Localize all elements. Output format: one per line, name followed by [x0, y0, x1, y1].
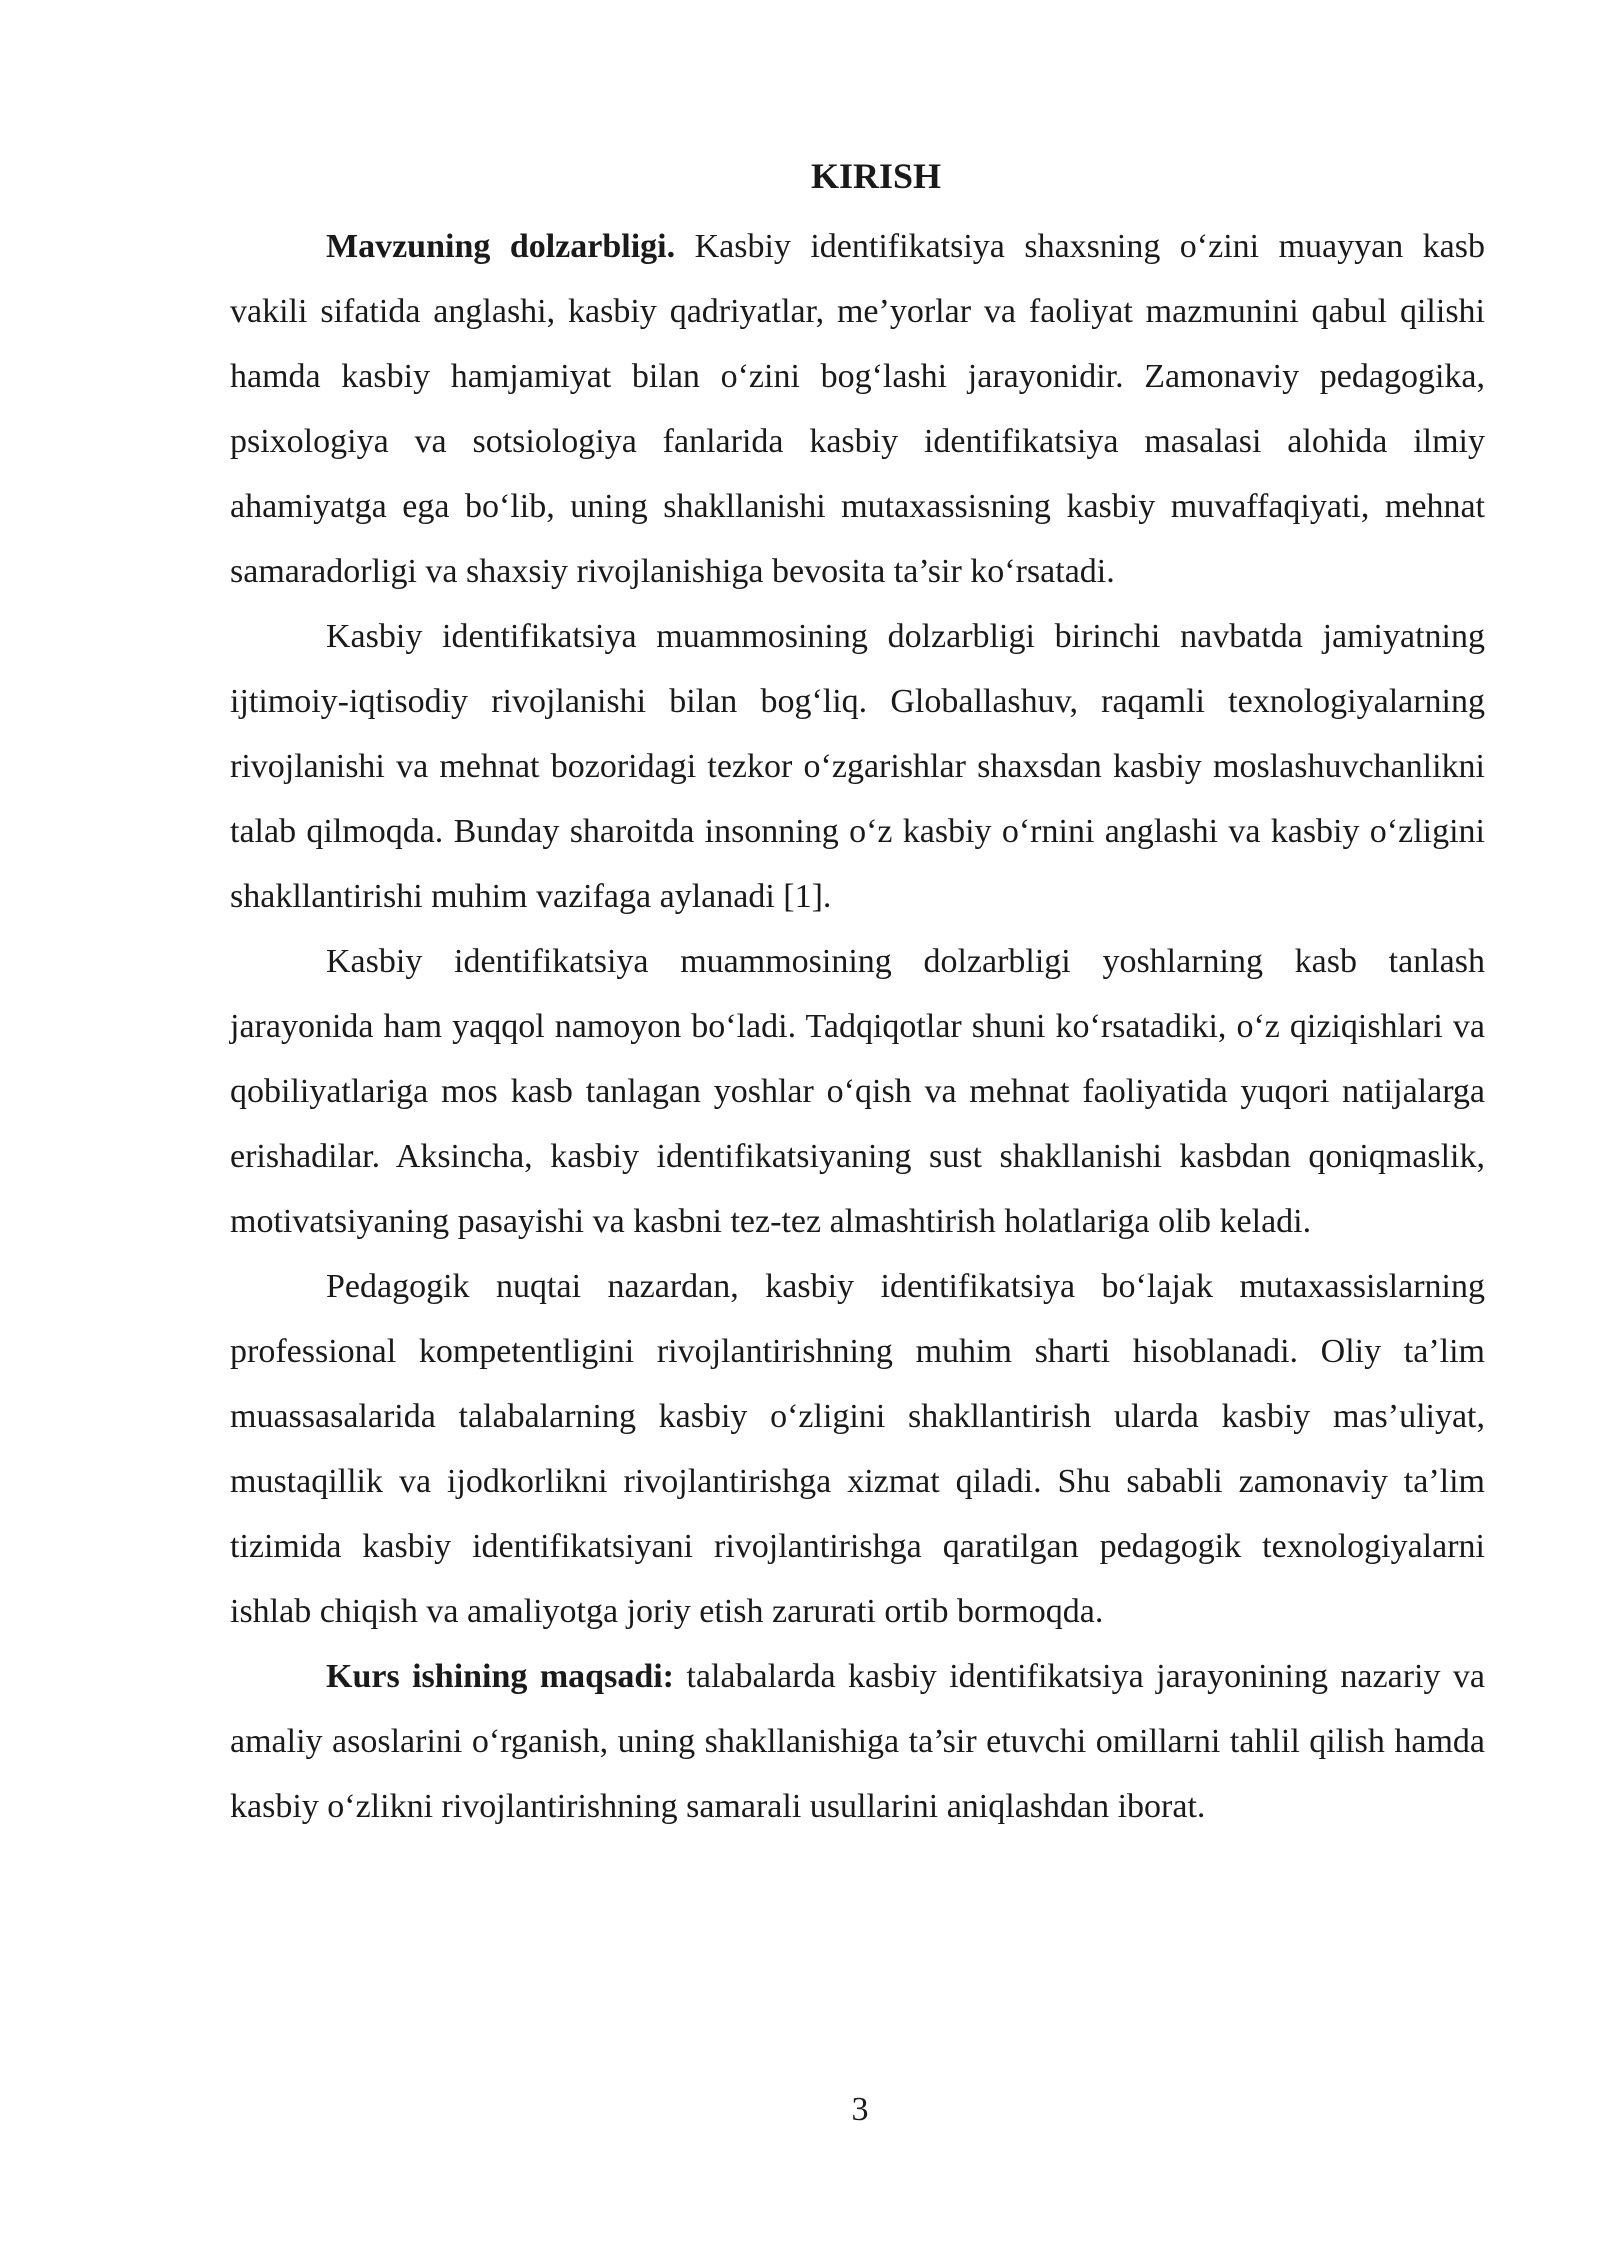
paragraph-text-career-choice: Kasbiy identifikatsiya muammosining dolzarbligi yoshlarning kasb tanlash jarayonida ham yaqqol namoyon bo‘ladi. Tadqiqotlar shuni ko‘rsatadiki, o‘z qiziqishlari va qobiliyatlariga mos kasb tanlagan yoshlar o‘qish va mehnat faoliyatida yuqori natijalarga erishadilar. Aksincha, kasbiy identifikatsiyaning sust shakllanishi kasbdan qoniqmaslik, motivatsiyaning pasayishi va kasbni tez-tez almashtirish holatlariga olib keladi.	[230, 943, 1485, 1240]
paragraph-goal	[230, 1644, 1485, 1839]
paragraph-relevance	[230, 214, 1485, 604]
paragraph-lead-relevance: Mavzuning dolzarbligi.	[326, 228, 676, 265]
paragraph-text-goal: talabalarda kasbiy identifikatsiya jarayonining nazariy va amaliy asoslarini o‘rganish, uning shakllanishiga ta’sir etuvchi omillarni tahlil qilish hamda kasbiy o‘zlikni rivojlantirishning samarali usullarini aniqlashdan iborat.	[230, 1658, 1485, 1825]
paragraph-lead-goal: Kurs ishining maqsadi:	[326, 1658, 674, 1695]
paragraph-pedagogical	[230, 1254, 1485, 1644]
paragraph-text-relevance: Kasbiy identifikatsiya shaxsning o‘zini muayyan kasb vakili sifatida anglashi, kasbiy qadriyatlar, me’yorlar va faoliyat mazmunini qabul qilishi hamda kasbiy hamjamiyat bilan o‘zini bog‘lashi jarayonidir. Zamonaviy pedagogika, psixologiya va sotsiologiya fanlarida kasbiy identifikatsiya masalasi alohida ilmiy ahamiyatga ega bo‘lib, uning shakllanishi mutaxassisning kasbiy muvaffaqiyati, mehnat samaradorligi va shaxsiy rivojlanishiga bevosita ta’sir ko‘rsatadi.	[230, 228, 1485, 590]
paragraph-career-choice	[230, 929, 1485, 1254]
paragraph-socioeconomic	[230, 604, 1485, 929]
page-number: 3	[851, 2091, 869, 2128]
paragraph-text-socioeconomic: Kasbiy identifikatsiya muammosining dolzarbligi birinchi navbatda jamiyatning ijtimoiy-iqtisodiy rivojlanishi bilan bog‘liq. Globallashuv, raqamli texnologiyalarning rivojlanishi va mehnat bozoridagi tezkor o‘zgarishlar shaxsdan kasbiy moslashuvchanlikni talab qilmoqda. Bunday sharoitda insonning o‘z kasbiy o‘rnini anglashi va kasbiy o‘zligini shakllantirishi muhim vazifaga aylanadi [1].	[230, 618, 1485, 915]
section-title: KIRISH	[810, 156, 942, 196]
body-text	[230, 214, 1485, 1839]
paragraph-text-pedagogical: Pedagogik nuqtai nazardan, kasbiy identifikatsiya bo‘lajak mutaxassislarning professional kompetentligini rivojlantirishning muhim sharti hisoblanadi. Oliy ta’lim muassasalarida talabalarning kasbiy o‘zligini shakllantirish ularda kasbiy mas’uliyat, mustaqillik va ijodkorlikni rivojlantirishga xizmat qiladi. Shu sababli zamonaviy ta’lim tizimida kasbiy identifikatsiyani rivojlantirishga qaratilgan pedagogik texnologiyalarni ishlab chiqish va amaliyotga joriy etish zarurati ortib bormoqda.	[230, 1268, 1485, 1630]
